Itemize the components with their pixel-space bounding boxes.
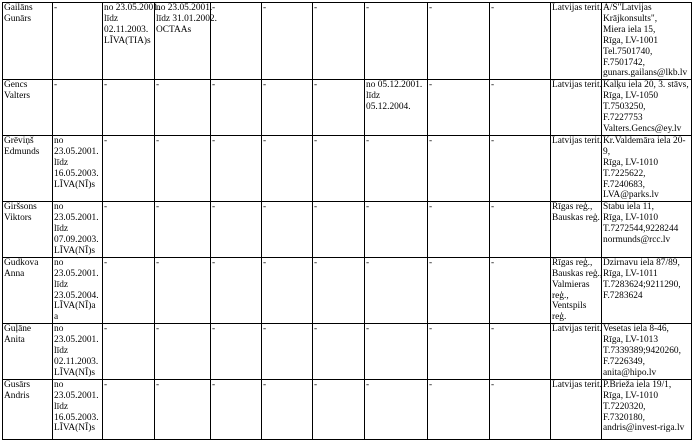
registry-table (2, 2, 692, 440)
cell-line: F.7320180, (603, 412, 645, 423)
cell-line: - (366, 324, 370, 335)
cell-line: Dzirnavu iela 87/89, (603, 257, 680, 268)
cell-line: - (314, 379, 318, 390)
contact-cell (602, 324, 692, 380)
table-row (3, 135, 692, 201)
cell-line: Rīga, LV-1010 (603, 390, 659, 401)
period-col-5-cell (262, 324, 313, 380)
period-col-3-cell (155, 80, 211, 136)
cell-line: normunds@rcc.lv (603, 235, 671, 246)
cell-line: Latvijas terit. (552, 135, 602, 146)
period-col-1-cell (53, 379, 103, 439)
period-col-2-cell (103, 257, 155, 323)
cell-line: Rīgas reģ., (552, 257, 593, 268)
period-col-3-cell (155, 135, 211, 201)
region-cell (551, 202, 602, 258)
cell-line: F.7226349, (603, 357, 645, 367)
period-col-5-cell (262, 135, 313, 201)
table-row (3, 257, 692, 323)
period-col-9-cell (490, 324, 551, 380)
period-col-2-cell (103, 379, 155, 439)
cell-line: - (263, 379, 267, 390)
cell-line: - (366, 135, 370, 146)
cell-line: - (429, 379, 433, 390)
cell-line: - (212, 135, 216, 146)
cell-line: F.7501742, (603, 57, 645, 68)
period-col-2-cell (103, 3, 161, 80)
cell-line: - (263, 324, 267, 335)
cell-line: Bauskas reģ., (552, 268, 603, 279)
cell-line: andris@invest-riga.lv (603, 423, 685, 434)
cell-line: 23.05.2001. (54, 146, 99, 157)
period-col-8-cell (428, 3, 490, 80)
region-cell (551, 135, 602, 201)
period-col-9-cell (490, 257, 551, 323)
cell-line: - (156, 324, 160, 335)
cell-line: - (104, 379, 108, 390)
period-col-5-cell (262, 80, 313, 136)
cell-line: no 05.12.2001. (366, 80, 423, 91)
period-col-3-cell (155, 202, 211, 258)
cell-line: LĪVA(NĪ)s (54, 245, 95, 256)
cell-line: Rīga, LV-1011 (603, 268, 658, 279)
cell-line: - (54, 80, 58, 91)
cell-line: - (156, 135, 160, 146)
cell-line: T.7272544,9228244 (603, 224, 679, 235)
cell-line: LĪVA(NĪ)s (54, 367, 95, 378)
cell-line: - (491, 202, 495, 213)
cell-line: 16.05.2003. (54, 412, 99, 423)
period-col-3-cell (155, 379, 211, 439)
person-name-cell (3, 257, 53, 323)
period-col-7-cell (365, 135, 428, 201)
period-col-3-cell (155, 324, 211, 380)
cell-line: Grēviņš (4, 135, 34, 146)
person-name-cell (3, 135, 53, 201)
cell-line: Ventspils (552, 301, 587, 312)
cell-line: T.7283624;9211290, (603, 279, 681, 290)
cell-line: P.Brieža iela 19/1, (603, 379, 672, 390)
cell-line: 23.05.2004. (54, 290, 99, 301)
cell-line: - (156, 80, 160, 91)
cell-line: Guļāne (4, 324, 32, 335)
cell-line: 23.05.2001. (54, 390, 99, 401)
person-name-cell (3, 80, 53, 136)
cell-line: līdz (54, 279, 69, 290)
period-col-5-cell (262, 3, 313, 80)
cell-line: OCTAAs (156, 24, 192, 35)
cell-line: - (263, 202, 267, 213)
period-col-6-cell (313, 3, 365, 80)
cell-line: A/S"Latvijas (603, 3, 652, 13)
contact-cell (602, 135, 692, 201)
period-col-5-cell (262, 202, 313, 258)
cell-line: T.7503250, (603, 102, 646, 113)
contact-cell (602, 379, 692, 439)
period-col-1-cell (53, 135, 103, 201)
cell-line: - (263, 135, 267, 146)
period-col-7-cell (365, 80, 428, 136)
cell-line: - (104, 80, 108, 91)
cell-line: 16.05.2003. (54, 168, 99, 179)
cell-line: T.7339389;9420260, (603, 346, 681, 357)
cell-line: Latvijas terit. (552, 324, 602, 335)
table-row (3, 324, 692, 380)
period-col-1-cell (53, 324, 103, 380)
cell-line: Gudkova (4, 257, 39, 268)
person-name-cell (3, 379, 53, 439)
period-col-4-cell (211, 379, 262, 439)
region-cell (551, 3, 602, 80)
region-cell (551, 80, 602, 136)
contact-cell (602, 257, 692, 323)
cell-line: līdz (54, 224, 69, 235)
period-col-5-cell (262, 379, 313, 439)
period-col-4-cell (211, 80, 262, 136)
cell-line: - (156, 257, 160, 268)
contact-cell (602, 3, 692, 80)
period-col-4-cell (211, 257, 262, 323)
cell-line: - (429, 257, 433, 268)
cell-line: Kalķu iela 20, 3. stāvs, (603, 80, 689, 91)
cell-line: - (212, 80, 216, 91)
cell-line: - (491, 80, 495, 91)
cell-line: Gusārs (4, 379, 31, 390)
cell-line: F.7240683, (603, 179, 645, 190)
cell-line: - (429, 80, 433, 91)
cell-line: - (212, 202, 216, 213)
cell-line: Valters (4, 91, 31, 102)
cell-line: - (366, 3, 370, 13)
cell-line: gunars.gailans@lkb.lv (603, 68, 688, 79)
cell-line: - (314, 135, 318, 146)
cell-line: līdz (54, 346, 69, 357)
cell-line: 02.11.2003. (54, 357, 99, 367)
period-col-7-cell (365, 379, 428, 439)
cell-line: Rīga, LV-1013 (603, 335, 659, 346)
period-col-4-cell (211, 202, 262, 258)
cell-line: Miera iela 15, (603, 24, 656, 35)
period-col-3-cell (155, 3, 217, 80)
cell-line: - (366, 202, 370, 213)
cell-line: Edmunds (4, 146, 40, 157)
cell-line: Tel.7501740, (603, 46, 653, 57)
period-col-7-cell (365, 3, 428, 80)
period-col-7-cell (365, 257, 428, 323)
cell-line: - (491, 3, 495, 13)
cell-line: līdz (366, 91, 381, 102)
cell-line: Bauskas reģ. (552, 213, 600, 224)
cell-line: Gencs (4, 80, 28, 91)
cell-line: Vesetas iela 8-46, (603, 324, 669, 335)
cell-line: Valters.Gencs@ey.lv (603, 123, 682, 134)
cell-line: LĪVA(TIA)s (104, 35, 151, 46)
cell-line: - (104, 324, 108, 335)
cell-line: LVA@parks.lv (603, 190, 659, 201)
cell-line: no 23.05.2001. (156, 3, 213, 13)
cell-line: - (429, 324, 433, 335)
cell-line: 23.05.2001. (54, 213, 99, 224)
contact-cell (602, 80, 692, 136)
cell-line: 9, (603, 146, 611, 157)
cell-line: LĪVA(NĪ)a (54, 301, 96, 312)
cell-line: - (212, 324, 216, 335)
cell-line: līdz 31.01.2002. (156, 13, 217, 24)
cell-line: - (314, 324, 318, 335)
period-col-9-cell (490, 379, 551, 439)
cell-line: - (54, 3, 58, 13)
period-col-4-cell (211, 135, 262, 201)
cell-line: Andris (4, 390, 30, 401)
period-col-7-cell (365, 324, 428, 380)
contact-cell (602, 202, 692, 258)
cell-line: Anita (4, 335, 25, 346)
cell-line: F.7227753 (603, 113, 643, 124)
cell-line: - (212, 3, 216, 13)
period-col-8-cell (428, 80, 490, 136)
cell-line: no (54, 135, 64, 146)
period-col-6-cell (313, 80, 365, 136)
table-row (3, 3, 692, 80)
period-col-1-cell (53, 257, 103, 323)
cell-line: - (104, 257, 108, 268)
registry-table-body (3, 3, 692, 440)
cell-line: Rīga, LV-1010 (603, 213, 659, 224)
cell-line: Valmieras (552, 279, 590, 290)
cell-line: Rīga, LV-1001 (603, 35, 659, 46)
cell-line: Latvijas terit. (552, 80, 602, 91)
cell-line: Krājkonsults", (603, 13, 658, 24)
cell-line: a (54, 312, 59, 323)
region-cell (551, 324, 602, 380)
cell-line: - (263, 257, 267, 268)
cell-line: 23.05.2001. (54, 335, 99, 346)
period-col-8-cell (428, 324, 490, 380)
cell-line: Anna (4, 268, 25, 279)
cell-line: - (366, 257, 370, 268)
cell-line: 02.11.2003. (104, 24, 149, 35)
cell-line: 07.09.2003. (54, 235, 99, 246)
cell-line: no (54, 202, 64, 213)
cell-line: Kr.Valdemāra iela 20- (603, 135, 686, 146)
cell-line: reģ. (552, 312, 567, 323)
cell-line: T.7225622, (603, 168, 646, 179)
cell-line: Rīgas reģ., (552, 202, 593, 213)
period-col-9-cell (490, 3, 551, 80)
cell-line: - (491, 257, 495, 268)
person-name-cell (3, 202, 53, 258)
period-col-2-cell (103, 202, 155, 258)
period-col-4-cell (211, 324, 262, 380)
cell-line: - (314, 80, 318, 91)
cell-line: no (54, 324, 64, 335)
cell-line: - (491, 324, 495, 335)
period-col-1-cell (53, 3, 103, 80)
cell-line: - (156, 379, 160, 390)
cell-line: LĪVA(NĪ)s (54, 179, 95, 190)
cell-line: - (491, 135, 495, 146)
period-col-2-cell (103, 135, 155, 201)
cell-line: - (314, 257, 318, 268)
period-col-6-cell (313, 257, 365, 323)
cell-line: Rīga, LV-1010 (603, 157, 659, 168)
period-col-2-cell (103, 324, 155, 380)
cell-line: - (366, 379, 370, 390)
cell-line: līdz (54, 157, 69, 168)
period-col-9-cell (490, 80, 551, 136)
cell-line: no (54, 257, 64, 268)
cell-line: - (314, 3, 318, 13)
cell-line: - (104, 135, 108, 146)
period-col-2-cell (103, 80, 155, 136)
cell-line: LĪVA(NĪ)s (54, 423, 95, 434)
period-col-7-cell (365, 202, 428, 258)
cell-line: līdz (54, 401, 69, 412)
cell-line: - (314, 202, 318, 213)
period-col-8-cell (428, 379, 490, 439)
cell-line: - (212, 257, 216, 268)
period-col-6-cell (313, 135, 365, 201)
period-col-5-cell (262, 257, 313, 323)
cell-line: līdz (104, 13, 119, 24)
cell-line: Latvijas terit. (552, 379, 602, 390)
period-col-3-cell (155, 257, 211, 323)
cell-line: Latvijas terit. (552, 3, 602, 13)
cell-line: 05.12.2004. (366, 102, 411, 113)
region-cell (551, 257, 602, 323)
period-col-1-cell (53, 80, 103, 136)
cell-line: - (156, 202, 160, 213)
period-col-6-cell (313, 324, 365, 380)
cell-line: - (104, 202, 108, 213)
cell-line: F.7283624 (603, 290, 643, 301)
cell-line: no (54, 379, 64, 390)
cell-line: Rīga, LV-1050 (603, 91, 659, 102)
person-name-cell (3, 3, 53, 80)
period-col-1-cell (53, 202, 103, 258)
region-cell (551, 379, 602, 439)
table-row (3, 80, 692, 136)
cell-line: Gunārs (4, 13, 32, 24)
cell-line: Viktors (4, 213, 32, 224)
cell-line: - (491, 379, 495, 390)
cell-line: - (429, 202, 433, 213)
cell-line: Gailāns (4, 3, 33, 13)
cell-line: T.7220320, (603, 401, 646, 412)
period-col-8-cell (428, 202, 490, 258)
cell-line: - (263, 3, 267, 13)
period-col-9-cell (490, 202, 551, 258)
cell-line: - (212, 379, 216, 390)
cell-line: reģ., (552, 290, 569, 301)
period-col-6-cell (313, 202, 365, 258)
table-row (3, 202, 692, 258)
cell-line: 23.05.2001. (54, 268, 99, 279)
period-col-4-cell (211, 3, 262, 80)
person-name-cell (3, 324, 53, 380)
period-col-6-cell (313, 379, 365, 439)
period-col-8-cell (428, 257, 490, 323)
cell-line: - (263, 80, 267, 91)
period-col-8-cell (428, 135, 490, 201)
period-col-9-cell (490, 135, 551, 201)
cell-line: - (429, 3, 433, 13)
cell-line: Giršsons (4, 202, 37, 213)
cell-line: Stabu iela 11, (603, 202, 654, 213)
cell-line: no 23.05.2001. (104, 3, 161, 13)
table-row (3, 379, 692, 439)
cell-line: - (429, 135, 433, 146)
cell-line: anita@hipo.lv (603, 367, 657, 378)
